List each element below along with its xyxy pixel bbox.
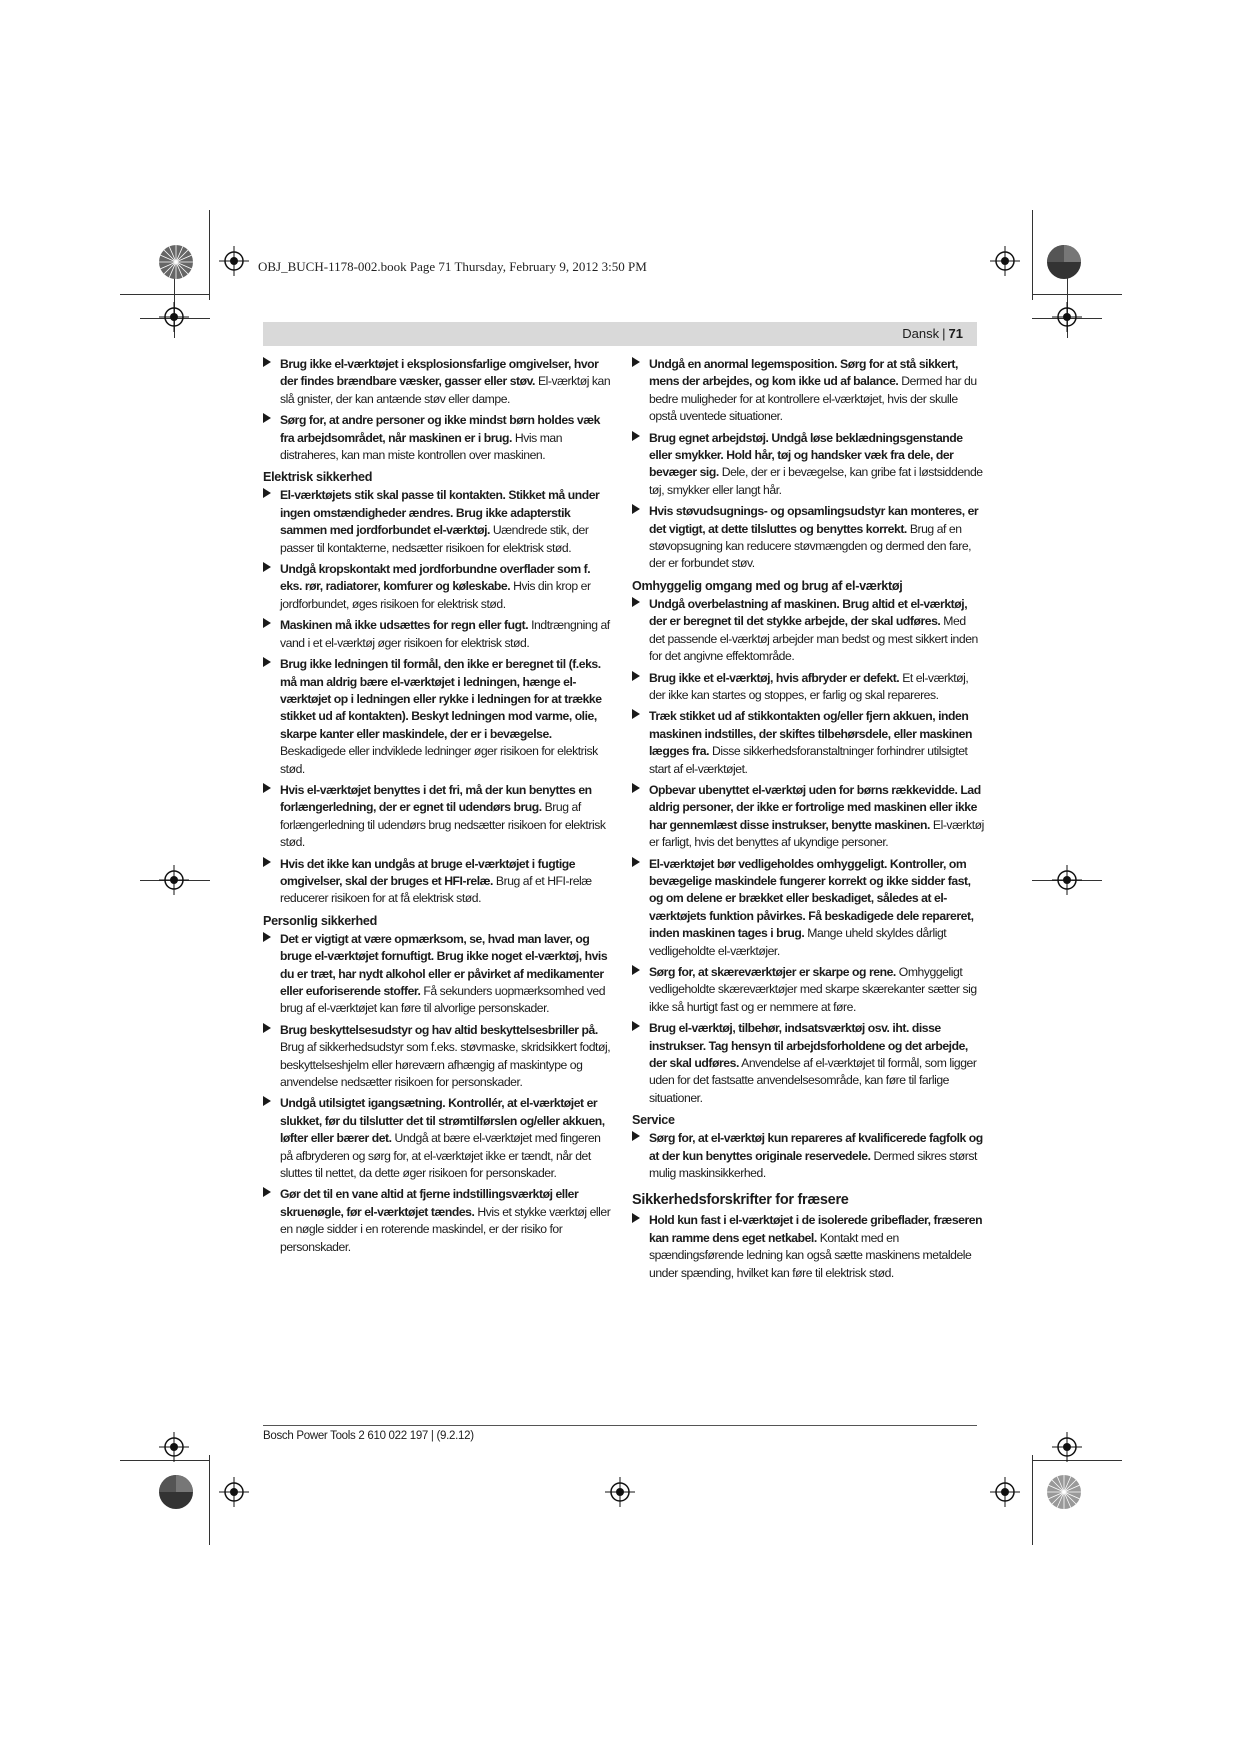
print-slug: OBJ_BUCH-1178-002.book Page 71 Thursday, February 9, 2012 3:50 PM	[258, 259, 647, 274]
bullet-arrow-icon	[263, 783, 271, 793]
crosshair-registration-icon	[219, 1477, 249, 1507]
instruction-text	[280, 856, 615, 908]
bullet-arrow-icon	[263, 857, 271, 867]
section-heading: Personlig sikkerhed	[263, 913, 377, 928]
crosshair-registration-icon	[159, 865, 189, 895]
instruction-text	[649, 708, 984, 778]
safety-instruction	[263, 856, 615, 908]
instruction-normal: Brug af en støvopsugning kan reducere støvmængden og dermed den fare, der er forbundet støv.	[649, 521, 972, 571]
instruction-text	[280, 561, 615, 613]
safety-instruction	[632, 430, 984, 500]
instruction-text	[649, 670, 984, 705]
instruction-bold: Brug el-værktøj, tilbehør, indsatsværktøj osv. iht. disse instrukser. Tag hensyn til arbejdsforholdene og det arbejde, der skal udføres.	[649, 1021, 968, 1071]
instruction-bold: Gør det til en vane altid at fjerne indstillingsværktøj eller skruenøgle, før el-værktøjet tændes.	[280, 1187, 579, 1219]
crosshair-registration-icon	[1052, 1432, 1082, 1462]
safety-instruction	[263, 782, 615, 852]
safety-instruction	[263, 487, 615, 557]
bullet-arrow-icon	[632, 357, 640, 367]
instruction-normal: Med det passende el-værktøj arbejder man bedst og mest sikkert inden for det angivne effektområde.	[649, 614, 978, 664]
safety-instruction	[632, 1212, 984, 1282]
instruction-bold: Brug ikke ledningen til formål, den ikke er beregnet til (f.eks. må man aldrig bære el-værktøjet i ledningen, hænge el-værktøjet op i ledningen eller rykke i ledningen for at trække stikket ud af kontakten). Beskyt ledningen mod varme, olie, skarpe kanter eller maskindele, der er i bevægelse.	[280, 657, 602, 741]
bullet-arrow-icon	[263, 1023, 271, 1033]
instruction-text	[280, 412, 615, 464]
instruction-text	[649, 596, 984, 666]
safety-instruction	[263, 412, 615, 464]
color-registration-icon	[1046, 244, 1082, 280]
chapter-title: Sikkerhedsforskrifter for fræsere	[632, 1192, 849, 1209]
section-heading: Elektrisk sikkerhed	[263, 470, 373, 485]
safety-instruction	[263, 931, 615, 1018]
safety-instruction	[263, 656, 615, 778]
safety-instruction	[632, 856, 984, 960]
bullet-arrow-icon	[632, 965, 640, 975]
bullet-arrow-icon	[632, 504, 640, 514]
crosshair-registration-icon	[159, 1432, 189, 1462]
safety-instruction	[632, 782, 984, 852]
instruction-text	[649, 430, 984, 500]
right-column	[632, 356, 984, 1286]
bullet-arrow-icon	[632, 431, 640, 441]
instruction-normal: Få sekunders uopmærksomhed ved brug af el-værktøjet kan føre til alvorlige personskader.	[280, 984, 606, 1016]
instruction-text	[280, 617, 615, 652]
instruction-text	[649, 1020, 984, 1107]
bullet-arrow-icon	[632, 1021, 640, 1031]
crosshair-registration-icon	[990, 1477, 1020, 1507]
safety-instruction	[632, 964, 984, 1016]
instruction-bold: El-værktøjets stik skal passe til kontakten. Stikket må under ingen omstændigheder ændres. Brug ikke adapterstik sammen med jordforbundet el-værktøj.	[280, 488, 600, 538]
bullet-arrow-icon	[632, 709, 640, 719]
instruction-text	[280, 782, 615, 852]
bullet-arrow-icon	[263, 657, 271, 667]
section-heading: Service	[632, 1113, 675, 1128]
instruction-normal: Anvendelse af el-værktøjet til formål, som ligger uden for det fastsatte anvendelsesområde, kan føre til farlige situationer.	[649, 1056, 977, 1105]
instruction-bold: Brug ikke el-værktøjet i eksplosionsfarlige omgivelser, hvor der findes brændbare væsker, gasser eller støv.	[280, 357, 599, 389]
bullet-arrow-icon	[263, 488, 271, 498]
instruction-bold: Hvis støvudsugnings- og opsamlingsudstyr kan monteres, er det vigtigt, at dette tilsluttes og benyttes korrekt.	[649, 504, 979, 536]
instruction-normal: Undgå at bære el-værktøjet med fingeren på afbryderen og sørg for, at el-værktøjet ikke er tændt, når det sluttes til nettet, da dette øger risikoen for personskader.	[280, 1131, 601, 1181]
safety-instruction	[263, 1022, 615, 1092]
bullet-arrow-icon	[263, 357, 271, 367]
instruction-bold: Undgå overbelastning af maskinen. Brug altid et el-værktøj, der er beregnet til det stykke arbejde, der skal udføres.	[649, 596, 968, 629]
instruction-normal: El-værktøj kan slå gnister, der kan antænde støv eller dampe.	[280, 374, 611, 406]
running-header	[263, 322, 977, 346]
instruction-bold: Hold kun fast i el-værktøjet i de isolerede gribeflader, fræseren kan ramme dens eget netkabel.	[649, 1213, 983, 1245]
crosshair-registration-icon	[219, 246, 249, 276]
safety-instruction	[632, 670, 984, 705]
page-number: 71	[948, 326, 963, 341]
instruction-bold: Opbevar ubenyttet el-værktøj uden for børns rækkevidde. Lad aldrig personer, der ikke er fortrolige med maskinen eller ikke har gennemlæst disse instrukser, benytte maskinen.	[649, 782, 981, 832]
bullet-arrow-icon	[632, 1213, 640, 1223]
header-language: Dansk	[902, 326, 940, 341]
instruction-bold: Brug egnet arbejdstøj. Undgå løse beklædningsgenstande eller smykker. Hold hår, tøj og handsker væk fra dele, der bevæger sig.	[649, 430, 963, 480]
instruction-normal: Indtrængning af vand i et el-værktøj øger risikoen for elektrisk stød.	[280, 618, 610, 650]
instruction-bold: Undgå kropskontakt med jordforbundne overflader som f. eks. rør, radiatorer, komfurer og køleskabe.	[280, 562, 591, 594]
bullet-arrow-icon	[263, 413, 271, 423]
safety-instruction	[263, 617, 615, 652]
instruction-bold: Det er vigtigt at være opmærksom, se, hvad man laver, og bruge el-værktøjet fornuftigt. Brug ikke noget el-værktøj, hvis du er træt, har nydt alkohol eller er påvirket af medikamenter eller euforiserende stoffer.	[280, 931, 608, 998]
instruction-normal: Hvis et stykke værktøj eller en nøgle sidder i en roterende maskindel, er der risiko for personskader.	[280, 1204, 611, 1254]
instruction-normal: Dermed sikres størst mulig maskinsikkerhed.	[649, 1148, 977, 1181]
header-text	[902, 326, 963, 341]
instruction-normal: Et el-værktøj, der ikke kan startes og stoppes, er farlig og skal repareres.	[649, 670, 969, 702]
instruction-text	[649, 782, 984, 852]
crosshair-registration-icon	[1052, 302, 1082, 332]
instruction-text	[280, 931, 615, 1018]
bullet-arrow-icon	[632, 857, 640, 867]
fan-registration-icon	[1046, 1474, 1082, 1510]
instruction-bold: Undgå en anormal legemsposition. Sørg for at stå sikkert, mens der arbejdes, og kom ikke ud af balance.	[649, 357, 958, 389]
instruction-bold: Brug beskyttelsesudstyr og hav altid beskyttelsesbriller på.	[280, 1022, 598, 1037]
instruction-bold: Hvis det ikke kan undgås at bruge el-værktøjet i fugtige omgivelser, skal der bruges et HFI-relæ.	[280, 856, 576, 888]
instruction-bold: Sørg for, at andre personer og ikke mindst børn holdes væk fra arbejdsområdet, når maskinen er i brug.	[280, 413, 600, 445]
instruction-bold: Træk stikket ud af stikkontakten og/eller fjern akkuen, inden maskinen indstilles, der skiftes tilbehørsdele, eller maskinen lægges fra.	[649, 709, 972, 759]
crosshair-registration-icon	[605, 1477, 635, 1507]
instruction-normal: Hvis din krop er jordforbundet, øges risikoen for elektrisk stød.	[280, 579, 591, 611]
instruction-text	[280, 1095, 615, 1182]
crosshair-registration-icon	[990, 246, 1020, 276]
instruction-normal: Uændrede stik, der passer til kontakterne, nedsætter risikoen for elektrisk stød.	[280, 523, 589, 555]
bullet-arrow-icon	[263, 1096, 271, 1106]
instruction-text	[649, 356, 984, 426]
instruction-normal: Omhyggeligt vedligeholdte skæreværktøjer med skarpe skærekanter sætter sig ikke så hurtigt fast og er nemmere at føre.	[649, 965, 977, 1014]
instruction-bold: Maskinen må ikke udsættes for regn eller fugt.	[280, 618, 529, 633]
instruction-text	[649, 1130, 984, 1182]
fan-registration-icon	[158, 244, 194, 280]
header-separator: |	[942, 326, 946, 341]
safety-instruction	[632, 356, 984, 426]
safety-instruction	[263, 356, 615, 408]
safety-instruction	[263, 1095, 615, 1182]
instruction-text	[280, 487, 615, 557]
bullet-arrow-icon	[263, 618, 271, 628]
instruction-text	[280, 1022, 615, 1092]
instruction-text	[649, 964, 984, 1016]
instruction-normal: Brug af et HFI-relæ reducerer risikoen for at få elektrisk stød.	[280, 873, 592, 906]
instruction-normal: Disse sikkerhedsforanstaltninger forhindrer utilsigtet start af el-værktøjet.	[649, 744, 968, 776]
instruction-normal: Hvis man distraheres, kan man miste kontrollen over maskinen.	[280, 430, 563, 463]
safety-instruction	[632, 708, 984, 778]
instruction-bold: Brug ikke et el-værktøj, hvis afbryder er defekt.	[649, 670, 900, 685]
footer-rule	[263, 1425, 977, 1426]
bullet-arrow-icon	[263, 1187, 271, 1197]
bullet-arrow-icon	[632, 783, 640, 793]
instruction-text	[280, 656, 615, 778]
safety-instruction	[632, 1020, 984, 1107]
page-footer: Bosch Power Tools 2 610 022 197 | (9.2.12)	[263, 1430, 474, 1442]
instruction-text	[280, 356, 615, 408]
left-column	[263, 356, 615, 1260]
instruction-bold: El-værktøjet bør vedligeholdes omhyggeligt. Kontroller, om bevægelige maskindele fungerer korrekt og ikke sidder fast, og om delene er brækket eller beskadiget, således at el-værktøjets funktion påvirkes. Få beskadigede dele repareret, inden maskinen tages i brug.	[649, 856, 974, 941]
section-heading: Omhyggelig omgang med og brug af el-værktøj	[632, 578, 903, 593]
instruction-bold: Undgå utilsigtet igangsætning. Kontrollér, at el-værktøjet er slukket, før du tilslutter det til strømtilførslen og/eller akkuen, løfter eller bærer det.	[280, 1096, 605, 1146]
safety-instruction	[263, 1186, 615, 1256]
crosshair-registration-icon	[1052, 865, 1082, 895]
bullet-arrow-icon	[263, 932, 271, 942]
bullet-arrow-icon	[632, 1131, 640, 1141]
instruction-bold: Sørg for, at skæreværktøjer er skarpe og rene.	[649, 965, 896, 979]
bullet-arrow-icon	[263, 562, 271, 572]
safety-instruction	[263, 561, 615, 613]
instruction-bold: Sørg for, at el-værktøj kun repareres af kvalificerede fagfolk og at der kun benyttes originale reservedele.	[649, 1131, 983, 1163]
color-registration-icon	[158, 1474, 194, 1510]
instruction-bold: Hvis el-værktøjet benyttes i det fri, må der kun benyttes en forlængerledning, der er egnet til udendørs brug.	[280, 782, 592, 815]
safety-instruction	[632, 503, 984, 573]
instruction-text	[280, 1186, 615, 1256]
instruction-text	[649, 856, 984, 960]
bullet-arrow-icon	[632, 671, 640, 681]
instruction-normal: Dermed har du bedre muligheder for at kontrollere el-værktøjet, hvis der skulle opstå uventede situationer.	[649, 374, 977, 424]
instruction-normal: Dele, der er i bevægelse, kan gribe fat i løstsiddende tøj, smykker eller langt hår.	[649, 465, 983, 497]
crosshair-registration-icon	[159, 302, 189, 332]
instruction-normal: Brug af sikkerhedsudstyr som f.eks. støvmaske, skridsikkert fodtøj, beskyttelseshjelm eller høreværn afhængig af maskintype og anvendelse nedsætter risikoen for personskader.	[280, 1040, 611, 1090]
instruction-normal: El-værktøj er farligt, hvis det benyttes af ukyndige personer.	[649, 817, 984, 850]
instruction-normal: Kontakt med en spændingsførende ledning kan også sætte maskinens metaldele under spænding, hvilket kan føre til elektrisk stød.	[649, 1230, 972, 1280]
safety-instruction	[632, 1130, 984, 1182]
instruction-text	[649, 1212, 984, 1282]
instruction-normal: Mange uheld skyldes dårligt vedligeholdte el-værktøjer.	[649, 926, 947, 958]
safety-instruction	[632, 596, 984, 666]
instruction-normal: Brug af forlængerledning til udendørs brug nedsætter risikoen for elektrisk stød.	[280, 800, 606, 850]
instruction-text	[649, 503, 984, 573]
bullet-arrow-icon	[632, 597, 640, 607]
instruction-normal: Beskadigede eller indviklede ledninger øger risikoen for elektrisk stød.	[280, 744, 598, 776]
